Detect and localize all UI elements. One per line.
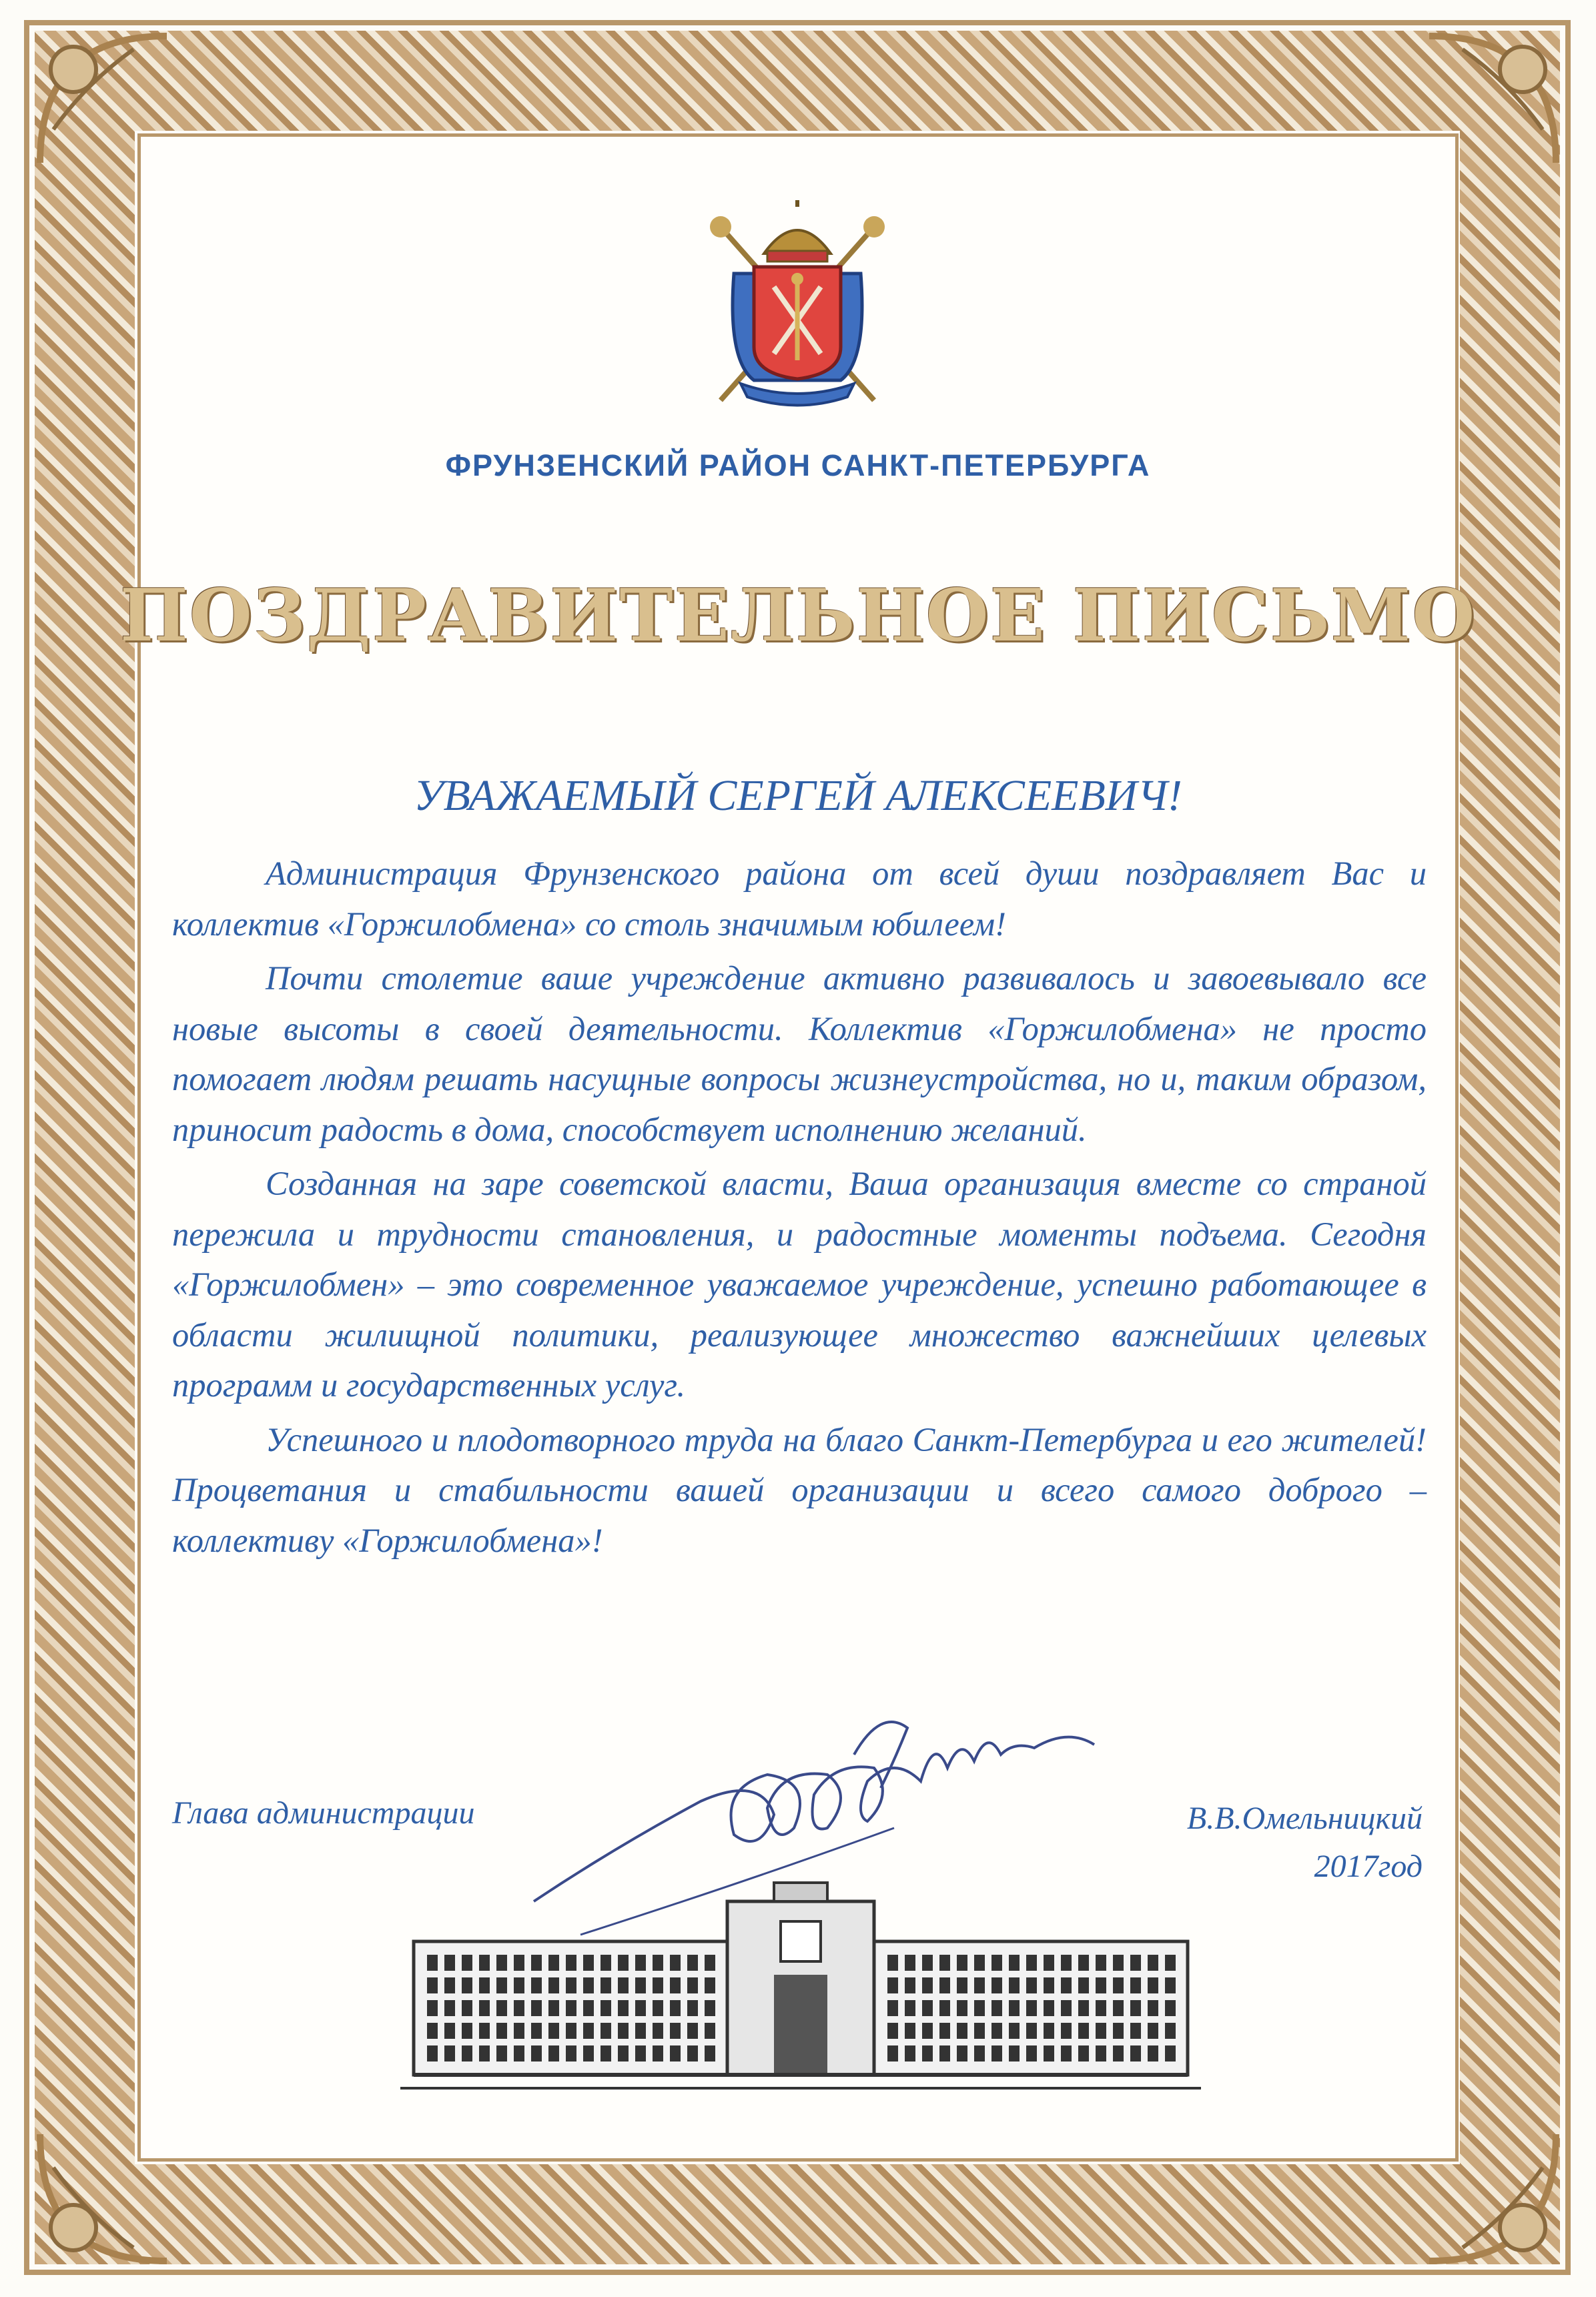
building-window: [1078, 2045, 1089, 2061]
frame-corner-ornament: [1416, 2121, 1569, 2274]
signer-block: [1187, 1795, 1423, 1891]
building-window: [1113, 1955, 1124, 1971]
building-window: [670, 1955, 681, 1971]
letter-year: 2017год: [1314, 1849, 1423, 1884]
building-window: [583, 2000, 594, 2016]
building-window: [687, 1955, 698, 1971]
building-window: [1148, 1955, 1158, 1971]
building-window: [670, 2000, 681, 2016]
building-window: [1009, 2023, 1020, 2039]
building-window: [427, 1955, 438, 1971]
building-window: [922, 2000, 933, 2016]
building-window: [635, 2000, 646, 2016]
building-window: [1130, 2023, 1141, 2039]
building-window: [1148, 2023, 1158, 2039]
building-window: [1113, 1977, 1124, 1993]
building-window: [496, 1977, 507, 1993]
building-window: [479, 1955, 490, 1971]
building-window: [687, 2000, 698, 2016]
building-window: [974, 1977, 985, 1993]
paragraph: Созданная на заре советской власти, Ваша организация вместе со страной пережила и трудности становления, и радостные моменты подъема. Сегодня «Горжилобмен» – это современное уважаемое учреждение, успешно работающее в области жилищной политики, реализующее множество важнейших целевых программ и государственных услуг.: [172, 1165, 1427, 1404]
building-window: [548, 2045, 559, 2061]
building-window: [1130, 1977, 1141, 1993]
building-window: [462, 2000, 472, 2016]
building-window: [1044, 1977, 1054, 1993]
frame-corner-ornament: [27, 2121, 180, 2274]
building-window: [939, 2023, 950, 2039]
building-window: [1130, 2045, 1141, 2061]
coat-of-arms-icon: [694, 200, 901, 414]
building-window: [687, 2045, 698, 2061]
building-window: [462, 1955, 472, 1971]
building-window: [939, 2045, 950, 2061]
building-window: [974, 1955, 985, 1971]
building-window: [548, 1977, 559, 1993]
building-window: [427, 1977, 438, 1993]
building-window: [427, 2000, 438, 2016]
building-window: [974, 2045, 985, 2061]
building-window: [1096, 2000, 1106, 2016]
building-window: [1165, 2023, 1176, 2039]
building-window: [635, 1977, 646, 1993]
building-window: [957, 2045, 967, 2061]
building-window: [1026, 1977, 1037, 1993]
building-window: [583, 1955, 594, 1971]
building-window: [991, 2023, 1002, 2039]
building-window: [427, 2045, 438, 2061]
building-window: [496, 2000, 507, 2016]
building-window: [957, 2023, 967, 2039]
building-window: [1113, 2023, 1124, 2039]
building-window: [939, 2000, 950, 2016]
paragraph: Администрация Фрунзенского района от всей души поздравляет Вас и коллектив «Горжилобмена» со столь значимым юбилеем!: [172, 855, 1427, 943]
building-window: [1165, 2000, 1176, 2016]
building-window: [566, 2045, 576, 2061]
building-window: [939, 1977, 950, 1993]
paragraph: Успешного и плодотворного труда на благо Санкт-Петербурга и его жителей! Процветания и стабильности вашей организации и всего самого доброго – коллективу «Горжилобмена»!: [172, 1420, 1427, 1559]
building-window: [531, 2023, 542, 2039]
building-window: [1078, 1955, 1089, 1971]
building-window: [887, 1977, 898, 1993]
building-window: [618, 1977, 629, 1993]
building-window: [1009, 1955, 1020, 1971]
building-window: [922, 1977, 933, 1993]
building-window: [1113, 2000, 1124, 2016]
building-window: [705, 2023, 715, 2039]
building-window: [687, 1977, 698, 1993]
building-window: [957, 1955, 967, 1971]
building-window: [566, 1955, 576, 1971]
building-window: [1061, 2000, 1072, 2016]
building-window: [427, 2023, 438, 2039]
building-window: [974, 2000, 985, 2016]
building-window: [974, 2023, 985, 2039]
building-window: [601, 1955, 611, 1971]
building-window: [462, 2023, 472, 2039]
building-window: [905, 2023, 915, 2039]
building-window: [566, 2000, 576, 2016]
building-window: [618, 1955, 629, 1971]
building-window: [514, 2000, 524, 2016]
building-window: [601, 1977, 611, 1993]
building-window: [479, 1977, 490, 1993]
building-window: [1061, 2045, 1072, 2061]
building-window: [444, 2045, 455, 2061]
building-window: [531, 1977, 542, 1993]
building-window: [670, 2023, 681, 2039]
building-window: [514, 2045, 524, 2061]
building-window: [887, 2023, 898, 2039]
building-window: [653, 2023, 663, 2039]
building-window: [957, 1977, 967, 1993]
building-window: [1165, 1955, 1176, 1971]
building-window: [905, 1955, 915, 1971]
building-window: [1096, 1977, 1106, 1993]
building-window: [1009, 2000, 1020, 2016]
building-window: [705, 2045, 715, 2061]
building-window: [618, 2045, 629, 2061]
building-window: [1026, 1955, 1037, 1971]
building-window: [635, 2023, 646, 2039]
building-window: [687, 2023, 698, 2039]
building-window: [905, 2045, 915, 2061]
building-window: [1061, 2023, 1072, 2039]
building-window: [939, 1955, 950, 1971]
building-window: [1165, 2045, 1176, 2061]
building-window: [887, 1955, 898, 1971]
building-window: [653, 2045, 663, 2061]
building-window: [635, 1955, 646, 1971]
building-window: [514, 2023, 524, 2039]
building-window: [531, 2000, 542, 2016]
building-window: [583, 2045, 594, 2061]
building-window: [444, 1955, 455, 1971]
district-heading: ФРУНЗЕНСКИЙ РАЙОН САНКТ-ПЕТЕРБУРГА: [445, 448, 1151, 482]
building-window: [1096, 2023, 1106, 2039]
building-window: [1061, 1955, 1072, 1971]
signer-position: Глава администрации: [172, 1795, 475, 1831]
building-window: [496, 2045, 507, 2061]
building-window: [1113, 2045, 1124, 2061]
paragraph: Почти столетие ваше учреждение активно развивалось и завоевывало все новые высоты в своей деятельности. Коллектив «Горжилобмена» не просто помогает людям решать насущные вопросы жизнеустройства, но и, таким образом, приносит радость в дома, способствует исполнению желаний.: [172, 959, 1427, 1148]
salutation: УВАЖАЕМЫЙ СЕРГЕЙ АЛЕКСЕЕВИЧ!: [414, 771, 1182, 820]
building-window: [479, 2045, 490, 2061]
building-window: [991, 2045, 1002, 2061]
building-window: [1044, 2045, 1054, 2061]
administration-building-illustration: [400, 1881, 1201, 2095]
building-window: [1148, 2000, 1158, 2016]
building-window: [1165, 1977, 1176, 1993]
building-window: [1096, 1955, 1106, 1971]
building-window: [548, 1955, 559, 1971]
building-window: [1026, 2045, 1037, 2061]
building-window: [705, 1977, 715, 1993]
letter-title: ПОЗДРАВИТЕЛЬНОЕ ПИСЬМО: [119, 574, 1477, 658]
building-window: [566, 1977, 576, 1993]
building-window: [496, 2023, 507, 2039]
building-window: [1061, 1977, 1072, 1993]
building-window: [670, 2045, 681, 2061]
building-window: [670, 1977, 681, 1993]
building-window: [583, 2023, 594, 2039]
building-window: [514, 1955, 524, 1971]
building-window: [618, 2000, 629, 2016]
building-window: [653, 1977, 663, 1993]
building-window: [905, 1977, 915, 1993]
building-window: [887, 2000, 898, 2016]
building-window: [1096, 2045, 1106, 2061]
building-window: [1078, 2000, 1089, 2016]
building-window: [1078, 1977, 1089, 1993]
building-window: [705, 2000, 715, 2016]
building-window: [548, 2023, 559, 2039]
building-window: [601, 2023, 611, 2039]
signer-name: В.В.Омельницкий: [1186, 1801, 1423, 1836]
building-window: [991, 1977, 1002, 1993]
building-window: [479, 2000, 490, 2016]
building-window: [444, 2000, 455, 2016]
building-window: [1009, 2045, 1020, 2061]
building-window: [618, 2023, 629, 2039]
building-window: [1078, 2023, 1089, 2039]
building-window: [531, 1955, 542, 1971]
building-window: [922, 2023, 933, 2039]
building-window: [566, 2023, 576, 2039]
building-window: [444, 1977, 455, 1993]
building-window: [991, 2000, 1002, 2016]
building-window: [1009, 1977, 1020, 1993]
building-window: [1044, 1955, 1054, 1971]
building-window: [1026, 2023, 1037, 2039]
building-window: [887, 2045, 898, 2061]
frame-corner-ornament: [27, 23, 180, 176]
building-window: [1130, 2000, 1141, 2016]
building-window: [1148, 1977, 1158, 1993]
building-window: [705, 1955, 715, 1971]
building-window: [905, 2000, 915, 2016]
building-window: [583, 1977, 594, 1993]
building-window: [462, 2045, 472, 2061]
building-window: [1130, 1955, 1141, 1971]
building-window: [548, 2000, 559, 2016]
building-window: [496, 1955, 507, 1971]
building-window: [1026, 2000, 1037, 2016]
building-window: [514, 1977, 524, 1993]
building-window: [991, 1955, 1002, 1971]
building-window: [653, 2000, 663, 2016]
building-window: [601, 2045, 611, 2061]
building-window: [1148, 2045, 1158, 2061]
building-window: [601, 2000, 611, 2016]
building-window: [462, 1977, 472, 1993]
building-window: [479, 2023, 490, 2039]
building-window: [531, 2045, 542, 2061]
building-window: [1044, 2023, 1054, 2039]
building-window: [635, 2045, 646, 2061]
building-window: [653, 1955, 663, 1971]
building-window: [444, 2023, 455, 2039]
frame-corner-ornament: [1416, 23, 1569, 176]
letter-body: [172, 849, 1427, 1570]
building-window: [922, 1955, 933, 1971]
building-window: [957, 2000, 967, 2016]
building-window: [1044, 2000, 1054, 2016]
building-window: [922, 2045, 933, 2061]
